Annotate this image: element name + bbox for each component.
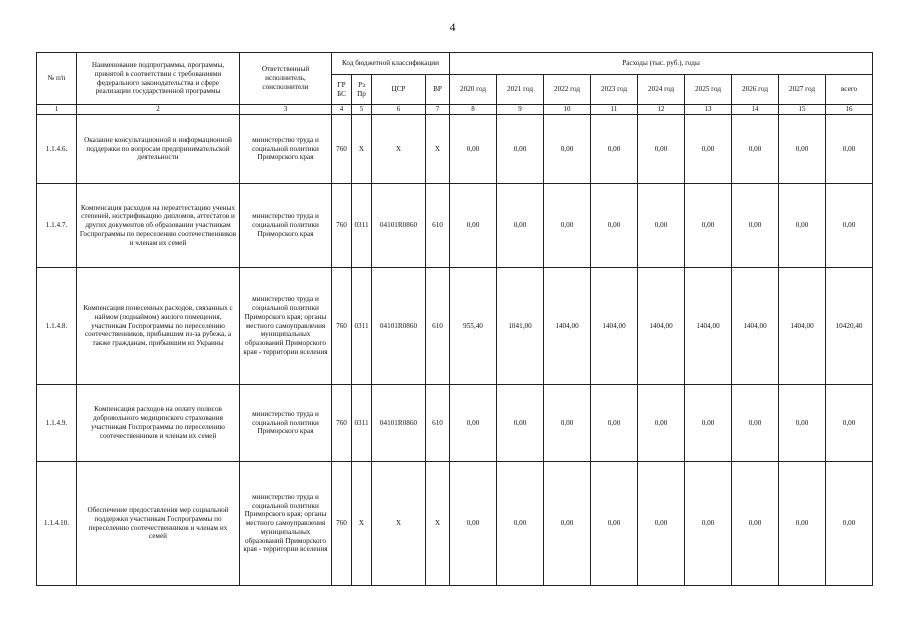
- header-year-2026: 2026 год: [732, 75, 779, 105]
- row-value-2022: 0,00: [544, 115, 591, 184]
- row-csr: 04101R0860: [372, 184, 426, 268]
- row-value-2027: 0,00: [779, 385, 826, 462]
- header-year-2023: 2023 год: [591, 75, 638, 105]
- row-name: Обеспечение предоставления мер социальной поддержки участникам Госпрограммы по переселению соотечественников и членам их семей: [77, 462, 240, 586]
- row-value-2025: 0,00: [685, 115, 732, 184]
- row-value-2024: 0,00: [638, 385, 685, 462]
- row-number: 1.1.4.9.: [37, 385, 77, 462]
- column-number: 4: [332, 105, 352, 115]
- row-value-2024: 0,00: [638, 115, 685, 184]
- header-total: всего: [826, 75, 873, 105]
- header-year-2021: 2021 год: [497, 75, 544, 105]
- row-value-2023: 0,00: [591, 462, 638, 586]
- header-executor: Ответственный исполнитель, соисполнители: [240, 53, 332, 105]
- row-value-total: 0,00: [826, 462, 873, 586]
- row-value-2024: 1404,00: [638, 268, 685, 385]
- header-num: № п/п: [37, 53, 77, 105]
- header-budget-code: Код бюджетной классификации: [332, 53, 450, 75]
- table-row: [37, 268, 873, 385]
- row-value-2026: 1404,00: [732, 268, 779, 385]
- row-executor: министерство труда и социальной политики Приморского края: [240, 385, 332, 462]
- row-rzpr: Х: [352, 462, 372, 586]
- column-number: 12: [638, 105, 685, 115]
- row-grbs: 760: [332, 462, 352, 586]
- header-vr: ВР: [426, 75, 450, 105]
- column-number: 6: [372, 105, 426, 115]
- row-value-2020: 955,40: [450, 268, 497, 385]
- row-number: 1.1.4.7.: [37, 184, 77, 268]
- row-value-2027: 0,00: [779, 184, 826, 268]
- row-value-2020: 0,00: [450, 115, 497, 184]
- column-number: 11: [591, 105, 638, 115]
- table-row: [37, 115, 873, 184]
- row-value-2026: 0,00: [732, 385, 779, 462]
- row-csr: Х: [372, 115, 426, 184]
- row-value-2022: 0,00: [544, 462, 591, 586]
- table-row: [37, 184, 873, 268]
- row-name: Компенсация понесенных расходов, связанных с наймом (поднаймом) жилого помещения, участникам Госпрограммы по переселению соотечественников, прибывшим из-за рубежа, а также гражданам, прибывшим из Украины: [77, 268, 240, 385]
- column-number: 16: [826, 105, 873, 115]
- row-value-2020: 0,00: [450, 462, 497, 586]
- row-value-2025: 0,00: [685, 385, 732, 462]
- column-number: 3: [240, 105, 332, 115]
- row-rzpr: 0311: [352, 268, 372, 385]
- header-rzpr: Рз Пр: [352, 75, 372, 105]
- row-value-2021: 0,00: [497, 462, 544, 586]
- header-csr: ЦСР: [372, 75, 426, 105]
- row-value-2026: 0,00: [732, 115, 779, 184]
- row-vr: Х: [426, 115, 450, 184]
- row-executor: министерство труда и социальной политики Приморского края; органы местного самоуправления муниципальных образований Приморского края - территории вселения: [240, 462, 332, 586]
- row-number: 1.1.4.8.: [37, 268, 77, 385]
- row-value-2023: 0,00: [591, 115, 638, 184]
- header-year-2024: 2024 год: [638, 75, 685, 105]
- row-value-2027: 0,00: [779, 115, 826, 184]
- row-executor: министерство труда и социальной политики Приморского края: [240, 115, 332, 184]
- row-value-2025: 0,00: [685, 462, 732, 586]
- row-value-2026: 0,00: [732, 462, 779, 586]
- header-name: Наименование подпрограммы, программы, принятой в соответствии с требованиями федерального законодательства и сфере реализации государственной программы: [77, 53, 240, 105]
- row-value-2021: 0,00: [497, 115, 544, 184]
- row-vr: Х: [426, 462, 450, 586]
- row-rzpr: 0311: [352, 184, 372, 268]
- row-csr: 04101R0860: [372, 268, 426, 385]
- column-number: 14: [732, 105, 779, 115]
- row-grbs: 760: [332, 385, 352, 462]
- column-number: 7: [426, 105, 450, 115]
- row-csr: 04101R0860: [372, 385, 426, 462]
- row-grbs: 760: [332, 268, 352, 385]
- row-value-2027: 1404,00: [779, 268, 826, 385]
- row-value-2025: 1404,00: [685, 268, 732, 385]
- row-number: 1.1.4.10.: [37, 462, 77, 586]
- column-number-row: [37, 105, 873, 115]
- header-year-2020: 2020 год: [450, 75, 497, 105]
- page-number: 4: [449, 20, 456, 34]
- header-year-2027: 2027 год: [779, 75, 826, 105]
- header-year-2025: 2025 год: [685, 75, 732, 105]
- row-executor: министерство труда и социальной политики Приморского края; органы местного самоуправления муниципальных образований Приморского края - территории вселения: [240, 268, 332, 385]
- row-vr: 610: [426, 268, 450, 385]
- row-value-2024: 0,00: [638, 184, 685, 268]
- row-name: Компенсация расходов на переаттестацию ученых степеней, нострификацию дипломов, аттестатов и других документов об образовании участникам Госпрограммы по переселению соотечественников и членам их семей: [77, 184, 240, 268]
- row-value-total: 0,00: [826, 385, 873, 462]
- header-grbs: ГР БС: [332, 75, 352, 105]
- row-vr: 610: [426, 385, 450, 462]
- column-number: 9: [497, 105, 544, 115]
- header-year-2022: 2022 год: [544, 75, 591, 105]
- row-rzpr: Х: [352, 115, 372, 184]
- column-number: 15: [779, 105, 826, 115]
- row-value-total: 10420,40: [826, 268, 873, 385]
- table-row: [37, 385, 873, 462]
- header-expenses: Расходы (тыс. руб.), годы: [450, 53, 873, 75]
- row-name: Оказание консультационной и информационной поддержки по вопросам предпринимательской деятельности: [77, 115, 240, 184]
- row-csr: Х: [372, 462, 426, 586]
- row-value-2023: 0,00: [591, 385, 638, 462]
- header-row: [37, 53, 873, 75]
- row-value-2021: 0,00: [497, 184, 544, 268]
- row-value-2027: 0,00: [779, 462, 826, 586]
- column-number: 8: [450, 105, 497, 115]
- column-number: 2: [77, 105, 240, 115]
- row-value-total: 0,00: [826, 184, 873, 268]
- column-number: 13: [685, 105, 732, 115]
- row-value-2020: 0,00: [450, 184, 497, 268]
- column-number: 10: [544, 105, 591, 115]
- row-value-2021: 0,00: [497, 385, 544, 462]
- row-rzpr: 0311: [352, 385, 372, 462]
- row-value-2022: 0,00: [544, 184, 591, 268]
- row-value-2023: 0,00: [591, 184, 638, 268]
- row-value-total: 0,00: [826, 115, 873, 184]
- row-grbs: 760: [332, 184, 352, 268]
- budget-table: [36, 52, 873, 586]
- row-value-2022: 1404,00: [544, 268, 591, 385]
- row-value-2022: 0,00: [544, 385, 591, 462]
- column-number: 1: [37, 105, 77, 115]
- row-value-2025: 0,00: [685, 184, 732, 268]
- row-value-2021: 1041,00: [497, 268, 544, 385]
- table-row: [37, 462, 873, 586]
- row-value-2026: 0,00: [732, 184, 779, 268]
- row-number: 1.1.4.6.: [37, 115, 77, 184]
- row-vr: 610: [426, 184, 450, 268]
- row-grbs: 760: [332, 115, 352, 184]
- row-value-2024: 0,00: [638, 462, 685, 586]
- row-executor: министерство труда и социальной политики Приморского края: [240, 184, 332, 268]
- row-name: Компенсация расходов на оплату полисов добровольного медицинского страхования участникам Госпрограммы по переселению соотечественников и членам их семей: [77, 385, 240, 462]
- column-number: 5: [352, 105, 372, 115]
- row-value-2020: 0,00: [450, 385, 497, 462]
- row-value-2023: 1404,00: [591, 268, 638, 385]
